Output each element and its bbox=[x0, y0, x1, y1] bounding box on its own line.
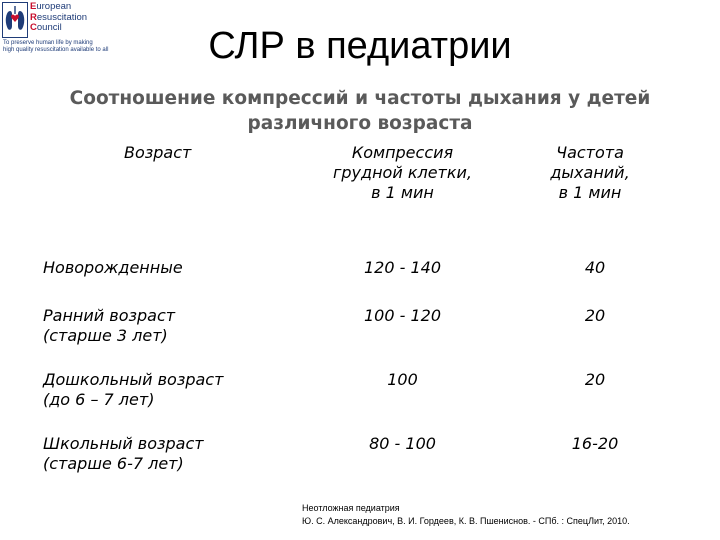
logo-line1: uropean bbox=[36, 1, 72, 12]
logo-tagline-line1: To preserve human life by making bbox=[3, 40, 93, 46]
header-compression: Компрессия грудной клетки, в 1 мин bbox=[332, 143, 473, 202]
row-preschool-age: Дошкольный возраст (до 6 – 7 лет) bbox=[43, 370, 224, 409]
row-school-rate: 16-20 bbox=[571, 434, 619, 453]
row-early-age: Ранний возраст (старше 3 лет) bbox=[43, 306, 176, 345]
citation-title: Неотложная педиатрия bbox=[302, 503, 400, 513]
row-newborn-compression: 120 - 140 bbox=[363, 258, 442, 277]
row-early-compression: 100 - 120 bbox=[363, 306, 442, 325]
row-preschool-rate: 20 bbox=[584, 370, 606, 389]
row-newborn-age: Новорожденные bbox=[43, 258, 183, 277]
page-title: СЛР в педиатрии bbox=[208, 25, 512, 67]
row-school-compression: 80 - 100 bbox=[369, 434, 436, 453]
citation-authors: Ю. С. Александрович, В. И. Гордеев, К. В. Пшениснов. - СПб. : СпецЛит, 2010. bbox=[302, 516, 630, 526]
header-age: Возраст bbox=[124, 143, 192, 162]
row-early-rate: 20 bbox=[584, 306, 606, 325]
erc-wordmark: European Resuscitation Council bbox=[30, 1, 88, 33]
logo-line3: ouncil bbox=[36, 22, 62, 33]
logo-line2: esuscitation bbox=[36, 11, 88, 23]
row-preschool-compression: 100 bbox=[387, 370, 418, 389]
page-subtitle: Соотношение компрессий и частоты дыхания у детей различного возраста bbox=[69, 88, 651, 134]
citation-footer bbox=[302, 502, 630, 528]
row-school-age: Школьный возраст (старше 6-7 лет) bbox=[43, 434, 204, 473]
logo-tagline-line2: high quality resuscitation available to all bbox=[3, 46, 109, 53]
row-newborn-rate: 40 bbox=[584, 258, 606, 277]
header-breathing-rate: Частота дыханий, в 1 мин bbox=[550, 143, 630, 202]
